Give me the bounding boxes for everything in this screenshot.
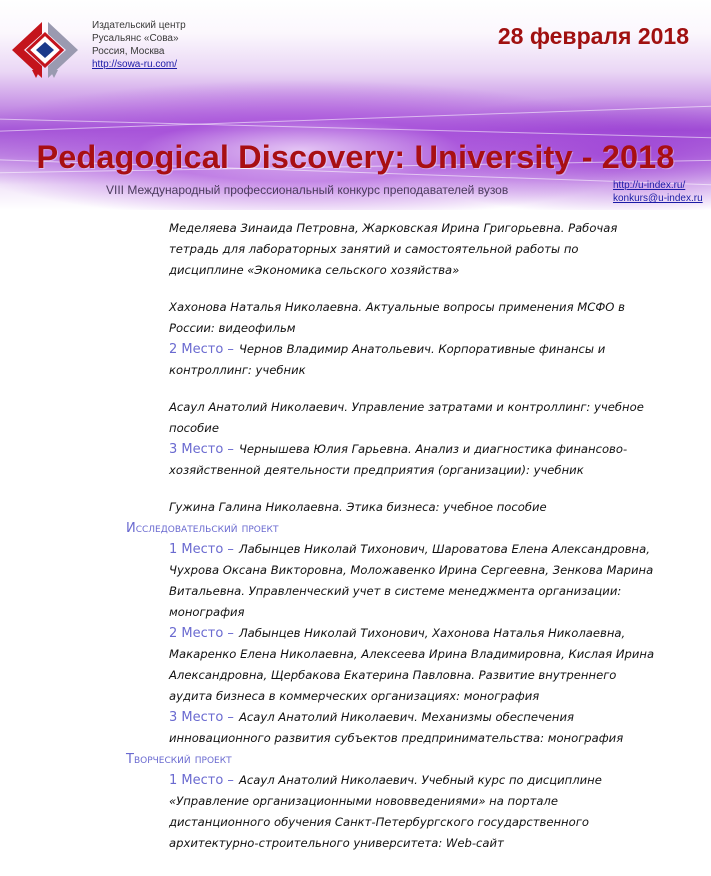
section-heading-creative: Творческий проект [126, 752, 232, 767]
list-item: 1 Место – Лабынцев Николай Тихонович, Шароватова Елена Александровна, Чухрова Оксана Викторовна, Моложавенко Ирина Сергеевна, Зенкова Марина Витальевна. Управленческий учет в системе менеджмента организации: монография [169, 542, 654, 619]
list-item: 3 Место – Асаул Анатолий Николаевич. Механизмы обеспечения инновационного развития субъектов предпринимательства: монография [169, 710, 624, 745]
main-title: Pedagogical Discovery: University - 2018 [36, 139, 675, 175]
section-heading-research: Исследовательский проект [126, 521, 279, 536]
list-item: Хахонова Наталья Николаевна. Актуальные вопросы применения МСФО в России: видеофильм [169, 300, 625, 335]
place-label: 1 Место – [169, 773, 234, 788]
results-list [0, 218, 711, 854]
list-item: Асаул Анатолий Николаевич. Управление затратами и контроллинг: учебное пособие [169, 400, 644, 435]
competition-subtitle: VIII Международный профессиональный конкурс преподавателей вузов [106, 183, 509, 197]
publisher-url-link[interactable]: http://sowa-ru.com/ [92, 59, 178, 70]
contact-links [613, 179, 703, 205]
place-label: 2 Место – [169, 342, 234, 357]
website-link[interactable]: http://u-index.ru/ [613, 180, 686, 191]
publisher-line: Издательский центр [92, 20, 186, 31]
list-item: Меделяева Зинаида Петровна, Жарковская Ирина Григорьевна. Рабочая тетрадь для лабораторных занятий и самостоятельной работы по дисциплине «Экономика сельского хозяйства» [169, 221, 618, 277]
publisher-line: Русальянс «Сова» [92, 33, 179, 44]
list-item: Гужина Галина Николаевна. Этика бизнеса: учебное пособие [169, 500, 547, 514]
page-header [0, 0, 711, 210]
place-label: 1 Место – [169, 542, 234, 557]
sowa-logo [6, 16, 84, 86]
place-label: 3 Место – [169, 710, 234, 725]
place-label: 2 Место – [169, 626, 234, 641]
list-item: 1 Место – Асаул Анатолий Николаевич. Учебный курс по дисциплине «Управление организационными нововведениями» на портале дистанционного обучения Санкт-Петербургского государственного архитектурно-строительного университета: Web-сайт [169, 773, 602, 850]
list-item: 2 Место – Чернов Владимир Анатольевич. Корпоративные финансы и контроллинг: учебник [169, 342, 606, 377]
list-item: 3 Место – Чернышева Юлия Гарьевна. Анализ и диагностика финансово- хозяйственной деятельности предприятия (организации): учебник [169, 442, 628, 477]
publisher-info [92, 19, 186, 71]
list-item: 2 Место – Лабынцев Николай Тихонович, Хахонова Наталья Николаевна, Макаренко Елена Николаевна, Алексеева Ирина Владимировна, Кислая Ирина Александровна, Щербакова Екатерина Павловна. Развитие внутреннего аудита бизнеса в коммерческих организациях: монография [169, 626, 655, 703]
email-link[interactable]: konkurs@u-index.ru [613, 193, 703, 204]
publisher-line: Россия, Москва [92, 46, 165, 57]
event-date: 28 февраля 2018 [497, 23, 689, 49]
place-label: 3 Место – [169, 442, 234, 457]
